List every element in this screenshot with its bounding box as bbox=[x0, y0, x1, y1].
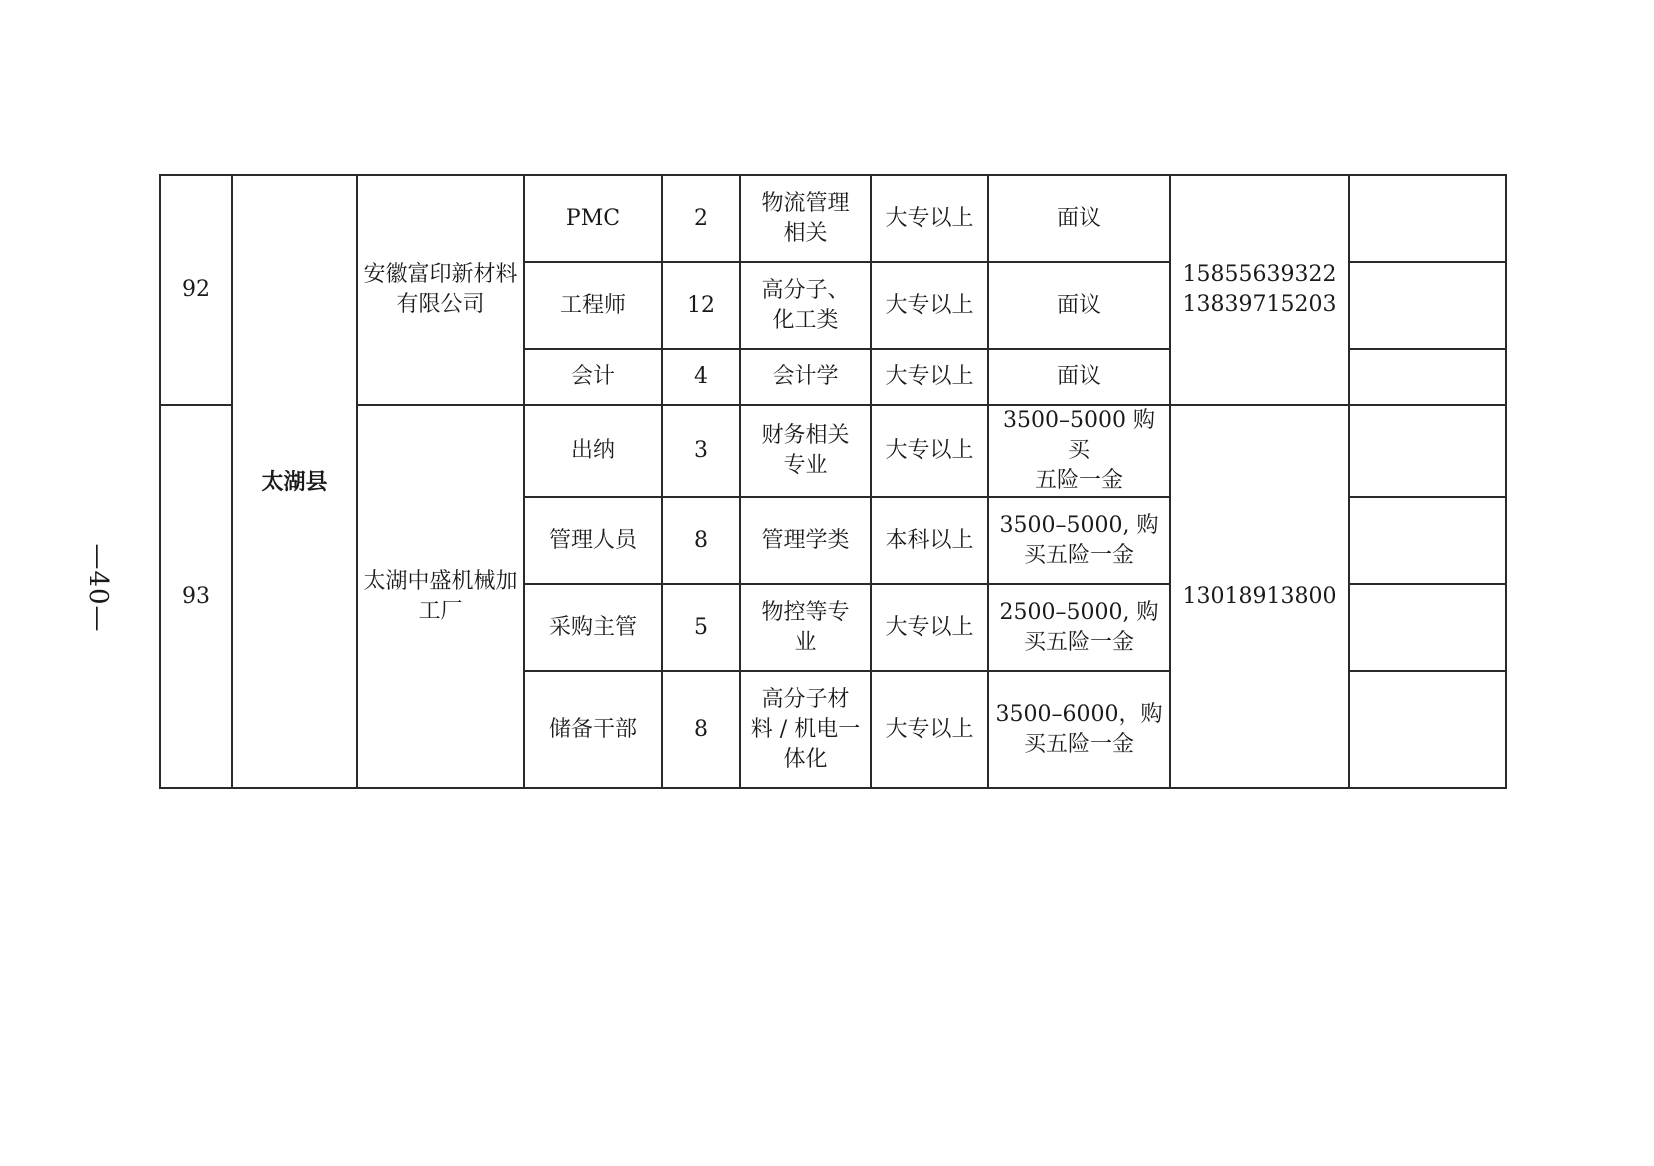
position-title: 工程师 bbox=[559, 292, 626, 318]
education-cell bbox=[871, 175, 988, 262]
headcount-cell bbox=[662, 584, 740, 671]
education: 本科以上 bbox=[885, 527, 974, 553]
company-text: 安徽富印新材料有限公司 bbox=[363, 262, 518, 317]
headcount-cell bbox=[662, 262, 740, 349]
position-title: 储备干部 bbox=[548, 716, 637, 742]
position-title-cell bbox=[524, 262, 662, 349]
major: 高分子、 化工类 bbox=[761, 277, 850, 333]
education-cell bbox=[871, 497, 988, 584]
position-title-cell bbox=[524, 349, 662, 405]
position-title-cell bbox=[524, 405, 662, 497]
major: 物控等专 业 bbox=[761, 599, 850, 655]
salary-cell bbox=[988, 671, 1170, 788]
major: 会计学 bbox=[772, 364, 839, 389]
major-cell bbox=[740, 497, 871, 584]
major: 高分子材 料 / 机电一 体化 bbox=[750, 686, 861, 772]
salary-cell bbox=[988, 262, 1170, 349]
position-title: 会计 bbox=[570, 364, 615, 389]
headcount-cell bbox=[662, 349, 740, 405]
education-cell bbox=[871, 349, 988, 405]
county-cell bbox=[232, 175, 357, 788]
job-listing-table bbox=[159, 174, 1507, 789]
education: 大专以上 bbox=[885, 716, 974, 742]
salary: 面议 bbox=[1056, 205, 1101, 231]
salary: 3500–6000，购 买五险一金 bbox=[995, 701, 1163, 757]
remark-cell bbox=[1349, 405, 1506, 497]
salary-cell bbox=[988, 349, 1170, 405]
major-cell bbox=[740, 349, 871, 405]
headcount: 3 bbox=[694, 438, 708, 463]
index-cell bbox=[160, 175, 232, 405]
headcount: 8 bbox=[694, 527, 708, 553]
headcount: 12 bbox=[687, 292, 715, 318]
table-row bbox=[160, 405, 1506, 497]
contact-cell bbox=[1170, 175, 1349, 405]
salary: 2500–5000, 购 买五险一金 bbox=[999, 599, 1159, 655]
position-title: 采购主管 bbox=[548, 614, 637, 640]
contact-cell bbox=[1170, 405, 1349, 788]
position-title-cell bbox=[524, 671, 662, 788]
major-cell bbox=[740, 175, 871, 262]
salary: 3500–5000 购买 五险一金 bbox=[1003, 408, 1155, 493]
salary-cell bbox=[988, 405, 1170, 497]
education: 大专以上 bbox=[885, 438, 974, 463]
index-text: 93 bbox=[182, 583, 210, 609]
major: 管理学类 bbox=[761, 527, 850, 553]
education: 大专以上 bbox=[885, 205, 974, 231]
position-title: 管理人员 bbox=[548, 527, 637, 553]
major-cell bbox=[740, 262, 871, 349]
education: 大专以上 bbox=[885, 614, 974, 640]
position-title-cell bbox=[524, 175, 662, 262]
remark-cell bbox=[1349, 671, 1506, 788]
education-cell bbox=[871, 671, 988, 788]
county-text: 太湖县 bbox=[261, 468, 328, 495]
education-cell bbox=[871, 405, 988, 497]
salary: 面议 bbox=[1056, 292, 1101, 318]
company-text: 太湖中盛机械加工厂 bbox=[363, 568, 518, 624]
page-number bbox=[58, 543, 138, 633]
remark-cell bbox=[1349, 262, 1506, 349]
headcount-cell bbox=[662, 671, 740, 788]
page-number-text: —40— bbox=[83, 543, 113, 633]
company-cell bbox=[357, 405, 524, 788]
contact-phone: 15855639322 13839715203 bbox=[1182, 262, 1337, 317]
table-row bbox=[160, 175, 1506, 262]
contact-phone: 13018913800 bbox=[1182, 583, 1337, 609]
headcount: 8 bbox=[694, 716, 708, 742]
headcount-cell bbox=[662, 175, 740, 262]
headcount: 5 bbox=[694, 614, 708, 640]
education-cell bbox=[871, 584, 988, 671]
position-title-cell bbox=[524, 584, 662, 671]
headcount: 2 bbox=[694, 205, 708, 231]
salary-cell bbox=[988, 584, 1170, 671]
education: 大专以上 bbox=[885, 292, 974, 318]
headcount: 4 bbox=[694, 364, 708, 389]
salary-cell bbox=[988, 175, 1170, 262]
position-title: 出纳 bbox=[570, 438, 615, 463]
remark-cell bbox=[1349, 497, 1506, 584]
remark-cell bbox=[1349, 175, 1506, 262]
education: 大专以上 bbox=[885, 364, 974, 389]
major-cell bbox=[740, 671, 871, 788]
index-cell bbox=[160, 405, 232, 788]
remark-cell bbox=[1349, 349, 1506, 405]
salary: 3500–5000, 购 买五险一金 bbox=[999, 512, 1159, 568]
major-cell bbox=[740, 584, 871, 671]
company-cell bbox=[357, 175, 524, 405]
salary-cell bbox=[988, 497, 1170, 584]
major: 财务相关 专业 bbox=[761, 423, 850, 478]
education-cell bbox=[871, 262, 988, 349]
headcount-cell bbox=[662, 497, 740, 584]
salary: 面议 bbox=[1056, 364, 1101, 389]
index-text: 92 bbox=[182, 277, 210, 302]
position-title-cell bbox=[524, 497, 662, 584]
major: 物流管理 相关 bbox=[761, 190, 850, 246]
position-title: PMC bbox=[565, 205, 621, 231]
remark-cell bbox=[1349, 584, 1506, 671]
headcount-cell bbox=[662, 405, 740, 497]
major-cell bbox=[740, 405, 871, 497]
